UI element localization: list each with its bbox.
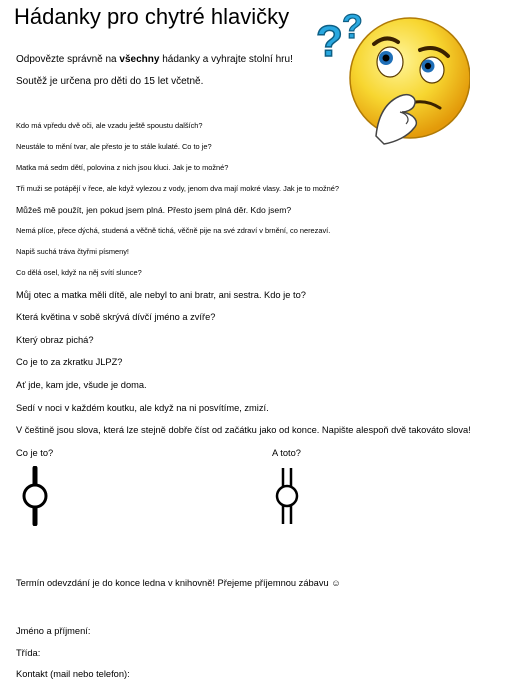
closing-note: Termín odevzdání je do konce ledna v knihovně! Přejeme příjemnou zábavu ☺ xyxy=(16,578,341,588)
riddle-2: Neustále to mění tvar, ale přesto je to stále kulaté. Co to je? xyxy=(16,142,212,151)
riddle-10: Která květina v sobě skrývá dívčí jméno a zvíře? xyxy=(16,312,216,322)
riddle-6: Nemá plíce, přece dýchá, studená a věčně tichá, věčně pije na své zdraví v brnění, co nerezaví. xyxy=(16,226,331,235)
riddle-3: Matka má sedm dětí, polovina z nich jsou kluci. Jak je to možné? xyxy=(16,163,229,172)
riddle-8: Co dělá osel, když na něj svítí slunce? xyxy=(16,268,142,277)
riddle-1: Kdo má vpředu dvě oči, ale vzadu ještě spoustu dalších? xyxy=(16,121,203,130)
riddle-15: V češtině jsou slova, která lze stejně dobře číst od začátku jako od konce. Napište alespoň dvě takováto slova! xyxy=(16,425,471,435)
name-field-label: Jméno a příjmení: xyxy=(16,626,91,636)
riddle-4: Tři muži se potápějí v řece, ale když vylezou z vody, jenom dva mají mokré vlasy. Jak je to možné? xyxy=(16,184,339,193)
riddle-14: Sedí v noci v každém koutku, ale když na ni posvítíme, zmizí. xyxy=(16,403,269,413)
picture-riddle-right-drawing xyxy=(272,466,302,526)
intro-text: Odpovězte správně na xyxy=(16,54,120,65)
intro-text: hádanky a vyhrajte stolní hru! xyxy=(159,54,293,65)
picture-riddle-right-label: A toto? xyxy=(272,448,301,458)
class-field-label: Třída: xyxy=(16,648,41,658)
riddle-9: Můj otec a matka měli dítě, ale nebyl to ani bratr, ani sestra. Kdo je to? xyxy=(16,290,306,300)
riddle-13: Ať jde, kam jde, všude je doma. xyxy=(16,380,147,390)
riddle-5: Můžeš mě použít, jen pokud jsem plná. Přesto jsem plná děr. Kdo jsem? xyxy=(16,205,292,215)
thinking-face-icon xyxy=(312,4,470,146)
intro-emphasis: všechny xyxy=(119,54,160,65)
page-title: Hádanky pro chytré hlavičky xyxy=(14,4,290,29)
riddle-11: Který obraz pichá? xyxy=(16,335,94,345)
intro-line-1 xyxy=(16,54,293,65)
riddle-12: Co je to za zkratku JLPZ? xyxy=(16,357,123,367)
picture-riddle-left-drawing xyxy=(20,466,50,526)
question-mark-icon: ? xyxy=(316,17,343,66)
riddle-7: Napiš suchá tráva čtyřmi písmeny! xyxy=(16,247,129,256)
contact-field-label: Kontakt (mail nebo telefon): xyxy=(16,669,130,679)
question-mark-icon: ? xyxy=(342,8,363,46)
intro-line-2: Soutěž je určena pro děti do 15 let včetně. xyxy=(16,76,204,87)
picture-riddle-left-label: Co je to? xyxy=(16,448,54,458)
